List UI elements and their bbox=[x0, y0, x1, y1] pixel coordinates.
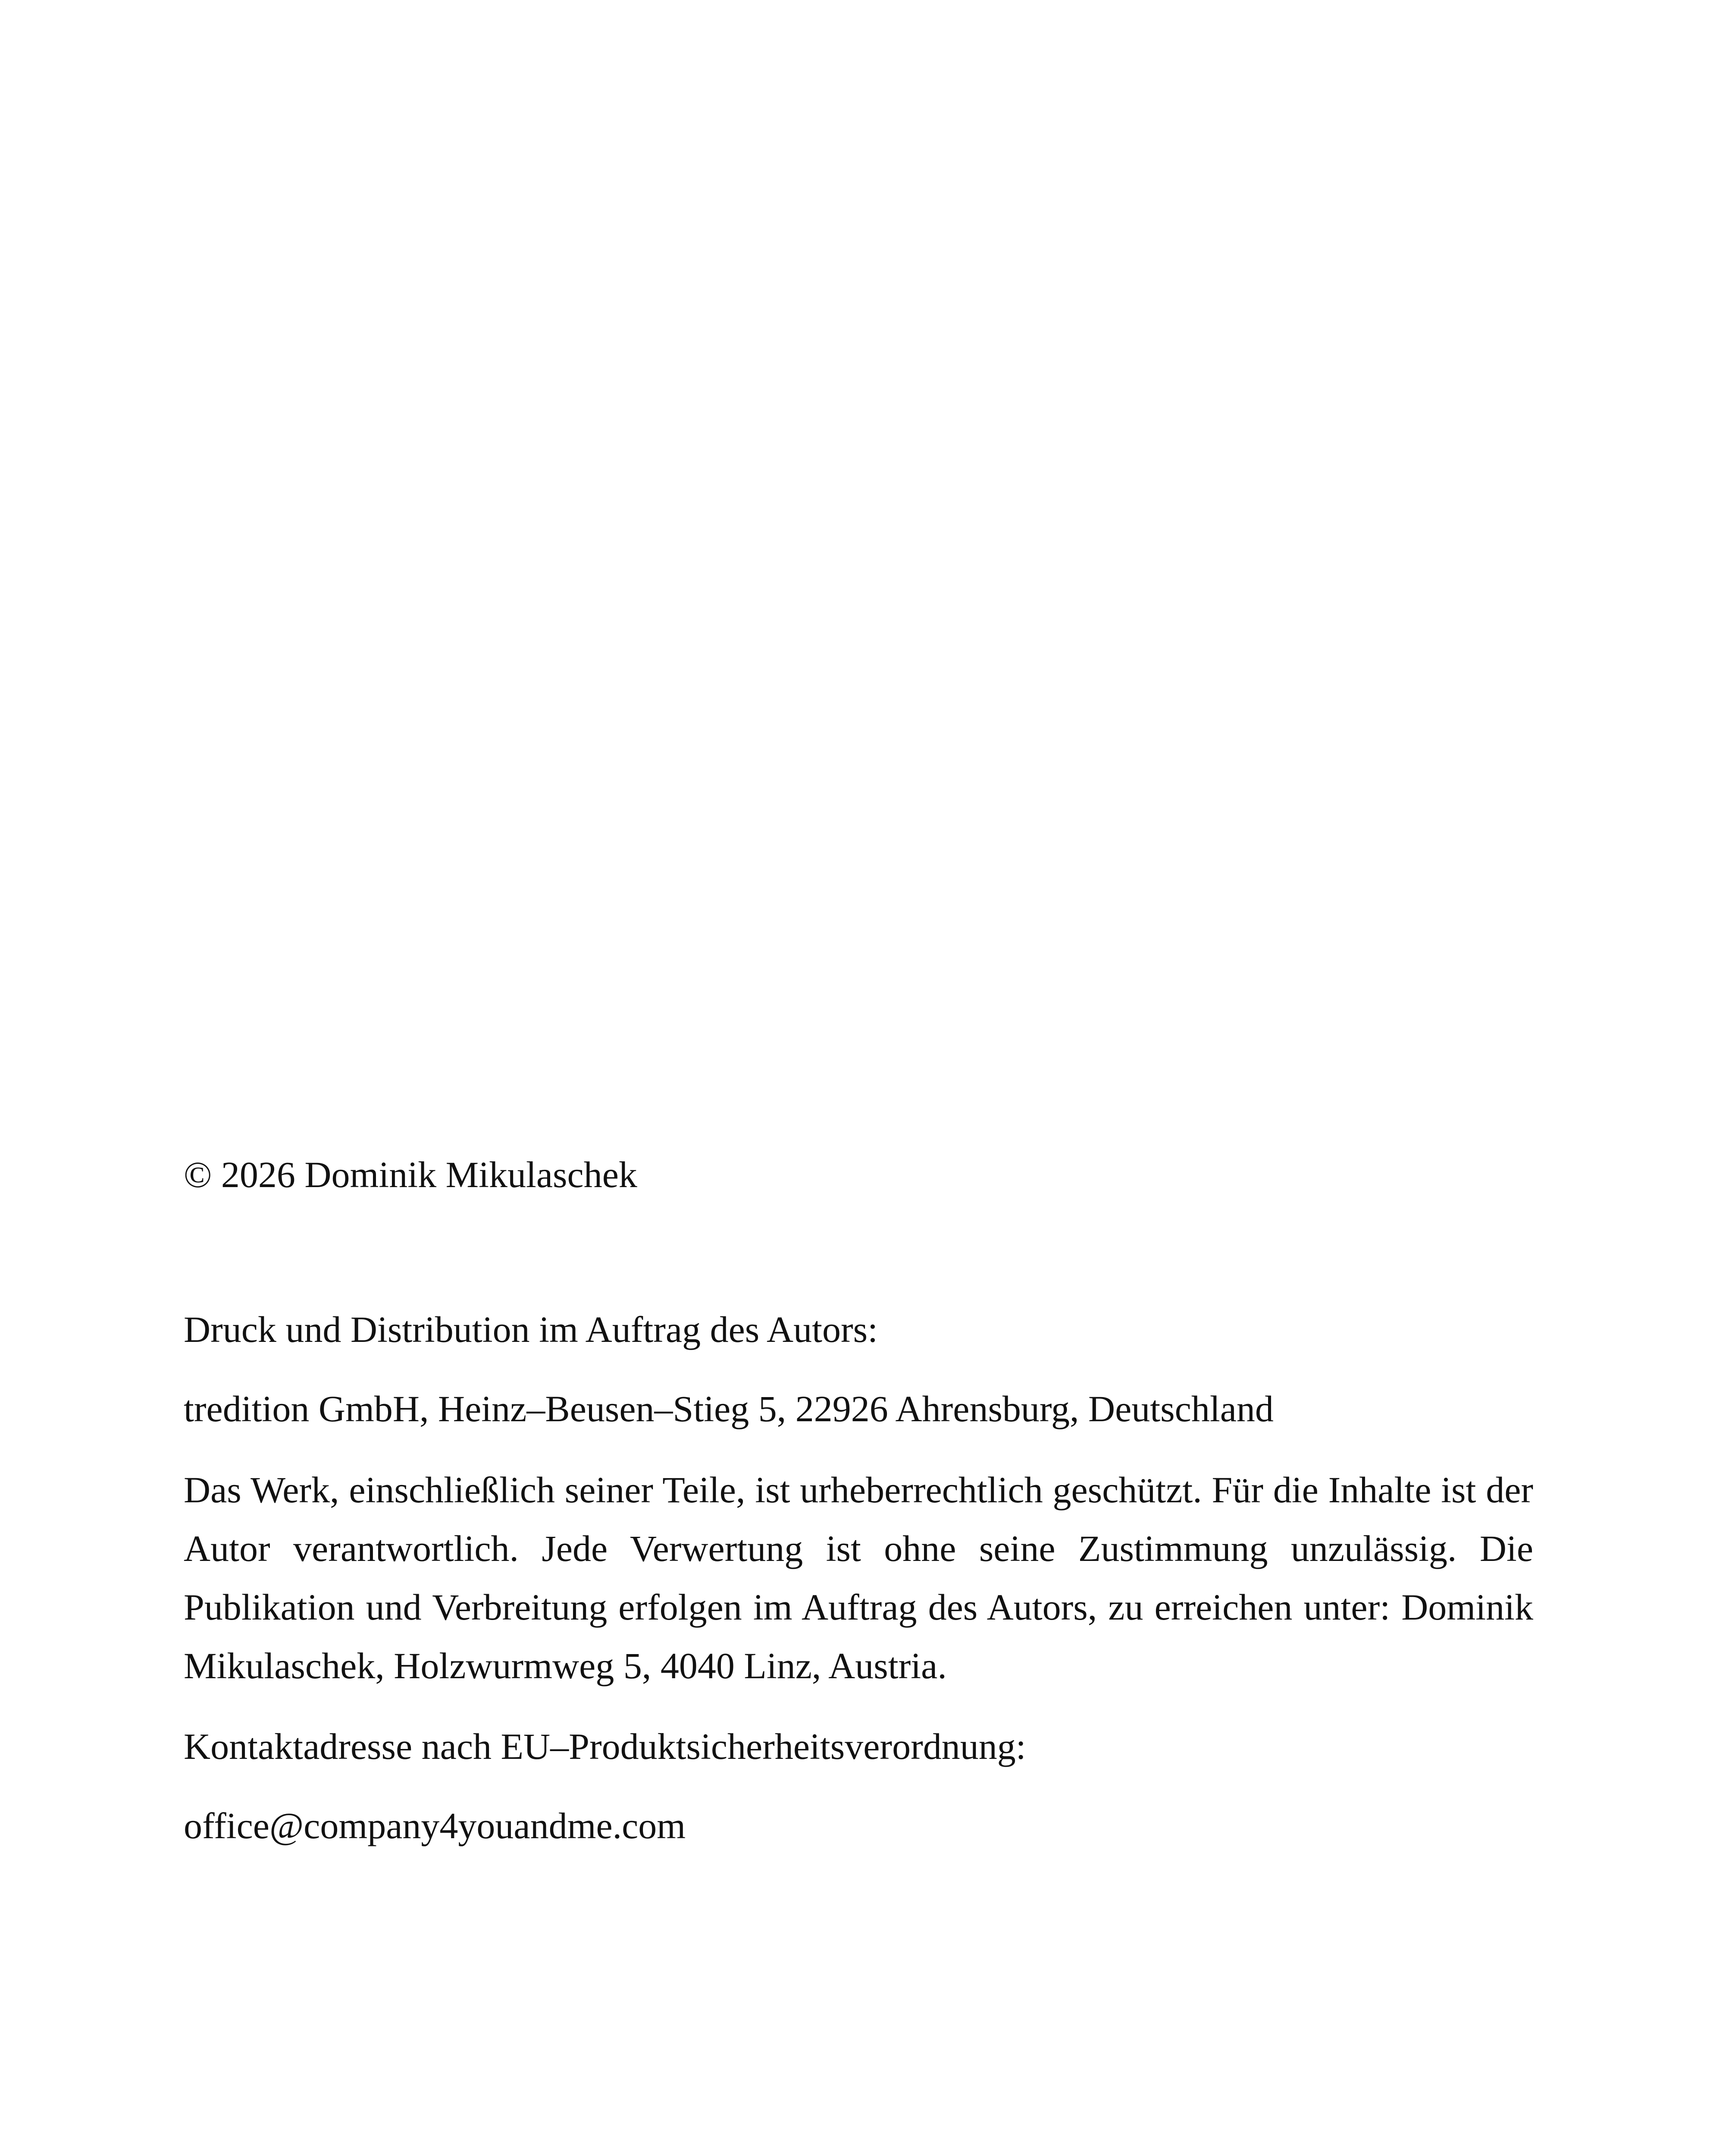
legal-notice-paragraph: Das Werk, einschließlich seiner Teile, ist urheberrechtlich geschützt. Für die Inhalte ist der Autor verantwortlich. Jede Verwertung ist ohne seine Zustimmung unzulässig. Die Publikation und Verbreitung erfolgen im Auftrag des Autors, zu erreichen unter: Dominik Mikulaschek, Holzwurmweg 5, 4040 Linz, Austria. bbox=[184, 1469, 1533, 1686]
contact-heading: Kontaktadresse nach EU–Produktsicherheitsverordnung: bbox=[184, 1726, 1026, 1767]
copyright-notice: © 2026 Dominik Mikulaschek bbox=[184, 1154, 637, 1195]
imprint-block bbox=[184, 1147, 1533, 1854]
contact-email: office@company4youandme.com bbox=[184, 1805, 686, 1846]
print-distribution-line: Druck und Distribution im Auftrag des Autors: bbox=[184, 1309, 878, 1350]
publisher-address: tredition GmbH, Heinz–Beusen–Stieg 5, 22926 Ahrensburg, Deutschland bbox=[184, 1388, 1274, 1429]
